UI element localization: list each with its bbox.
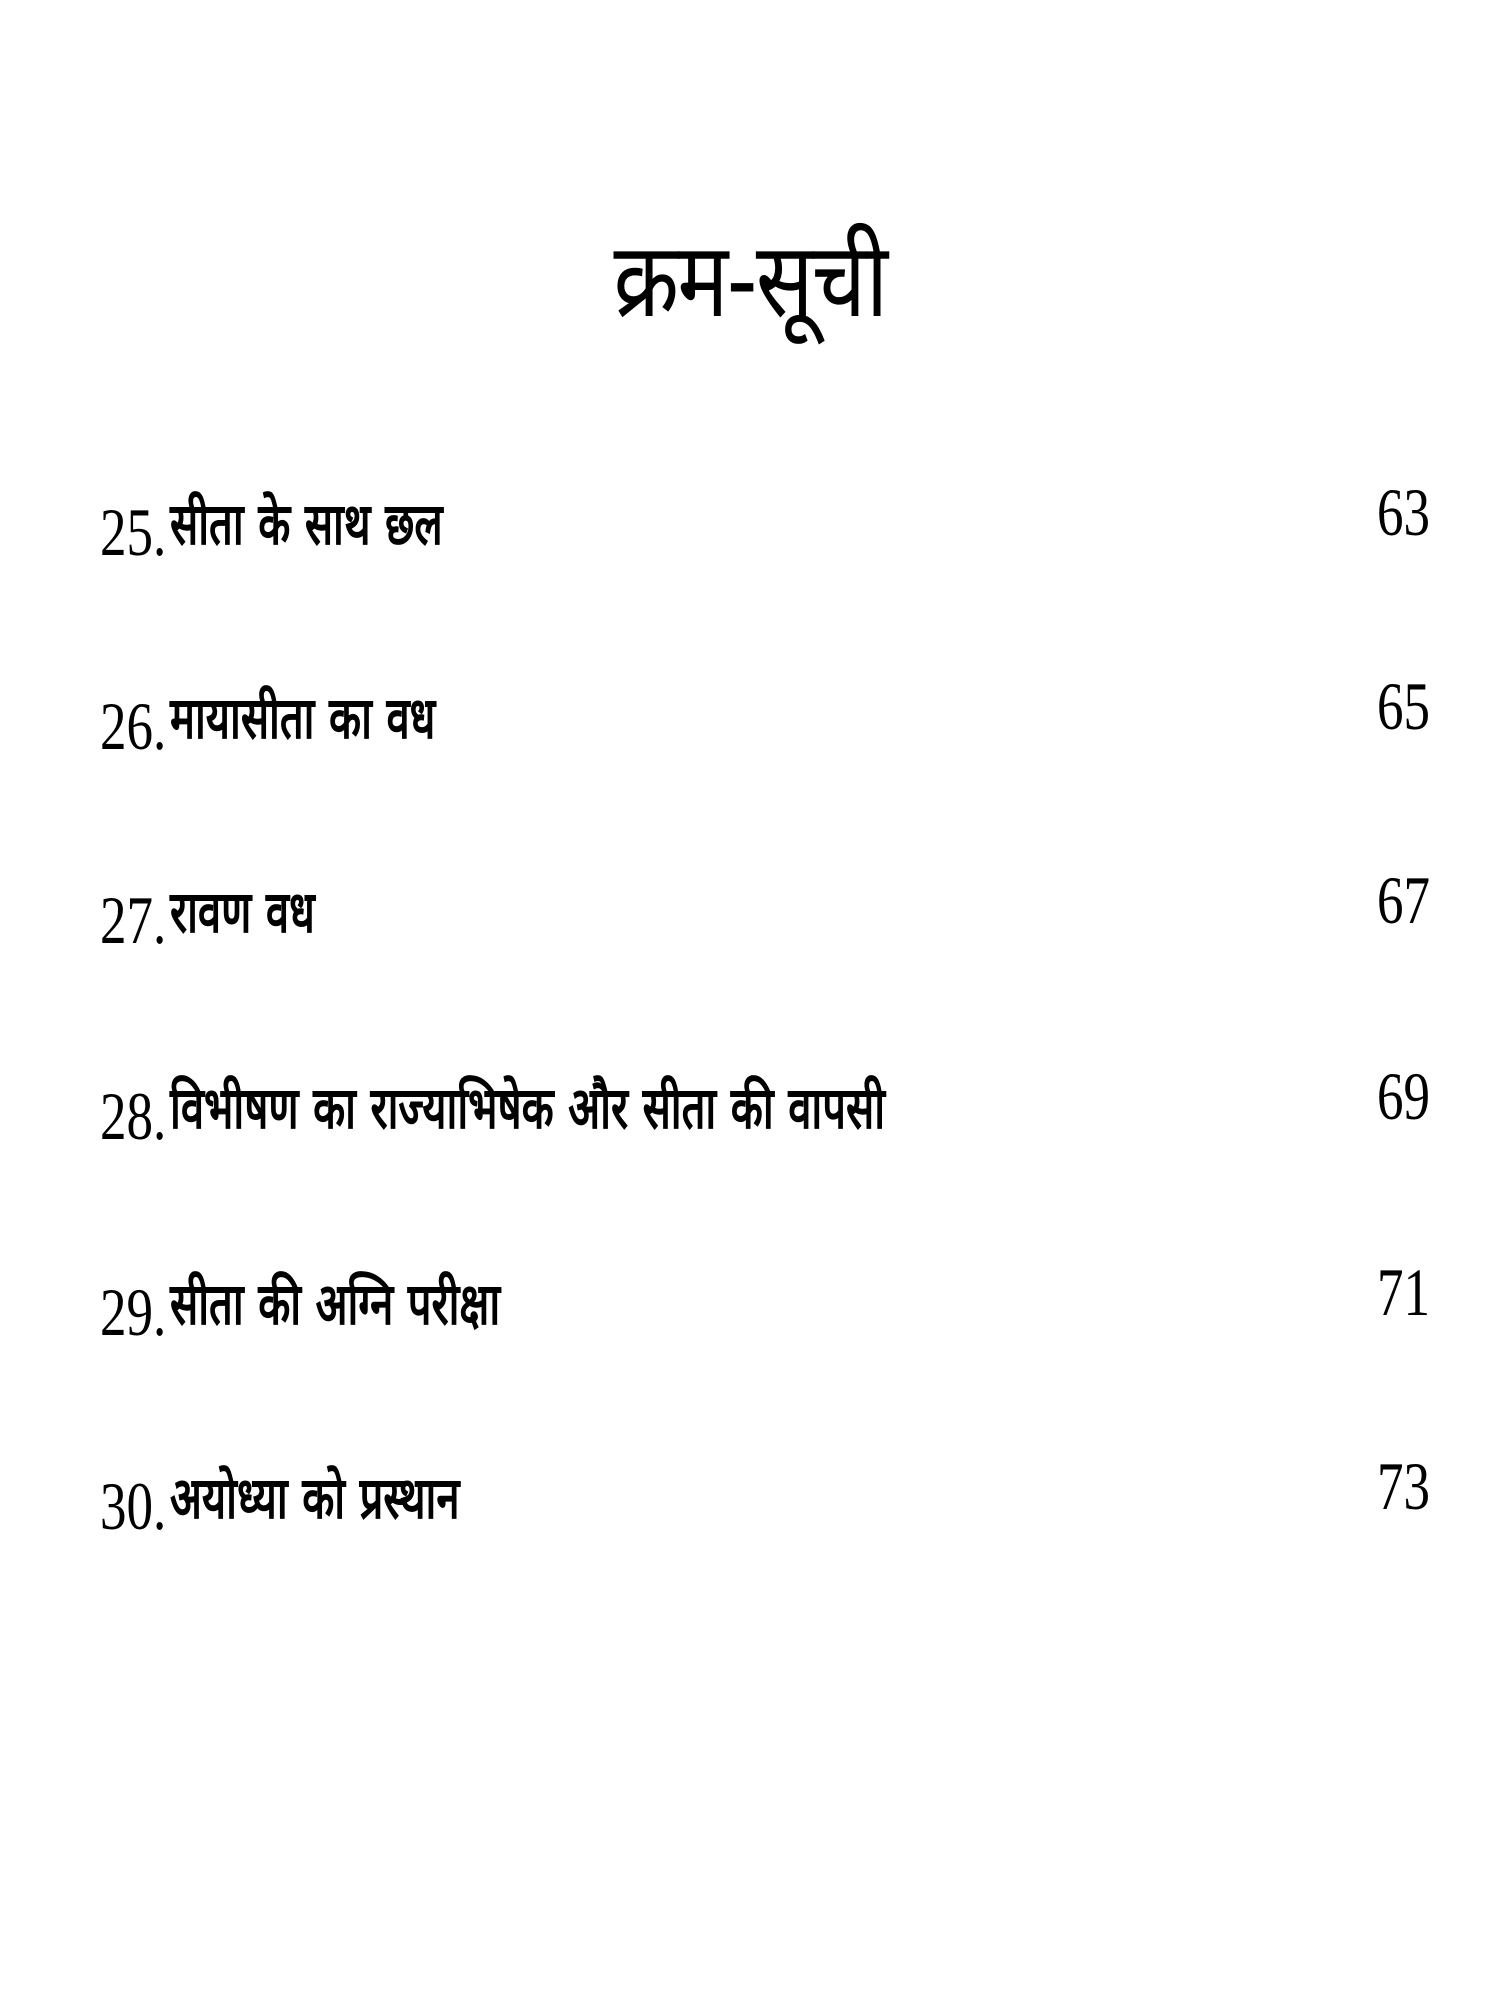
entry-number: 25. xyxy=(100,494,167,570)
entry-page-number: 69 xyxy=(1376,1058,1430,1134)
entry-title: रावण वध xyxy=(170,878,316,946)
entry-page-number: 65 xyxy=(1376,668,1430,744)
page-title: क्रम-सूची xyxy=(613,219,887,341)
entry-number: 26. xyxy=(100,688,167,764)
toc-entry xyxy=(100,862,1430,986)
toc-entry xyxy=(100,1254,1430,1378)
entry-title: सीता की अग्नि परीक्षा xyxy=(170,1270,501,1338)
entry-page-number: 63 xyxy=(1376,474,1430,550)
entry-number: 27. xyxy=(100,882,167,958)
entry-title: विभीषण का राज्याभिषेक और सीता की वापसी xyxy=(170,1074,886,1142)
entry-page-number: 67 xyxy=(1376,862,1430,938)
toc-entry xyxy=(100,1058,1430,1182)
entry-title: सीता के साथ छल xyxy=(170,490,443,558)
entry-page-number: 71 xyxy=(1376,1254,1430,1330)
entry-number: 28. xyxy=(100,1078,167,1154)
entry-title: मायासीता का वध xyxy=(170,684,436,752)
toc-entry xyxy=(100,668,1430,792)
entry-number: 29. xyxy=(100,1274,167,1350)
toc-entry xyxy=(100,474,1430,598)
entry-number: 30. xyxy=(100,1468,167,1544)
entry-title: अयोध्या को प्रस्थान xyxy=(170,1464,460,1532)
toc-entry xyxy=(100,1448,1430,1572)
entry-page-number: 73 xyxy=(1376,1448,1430,1524)
